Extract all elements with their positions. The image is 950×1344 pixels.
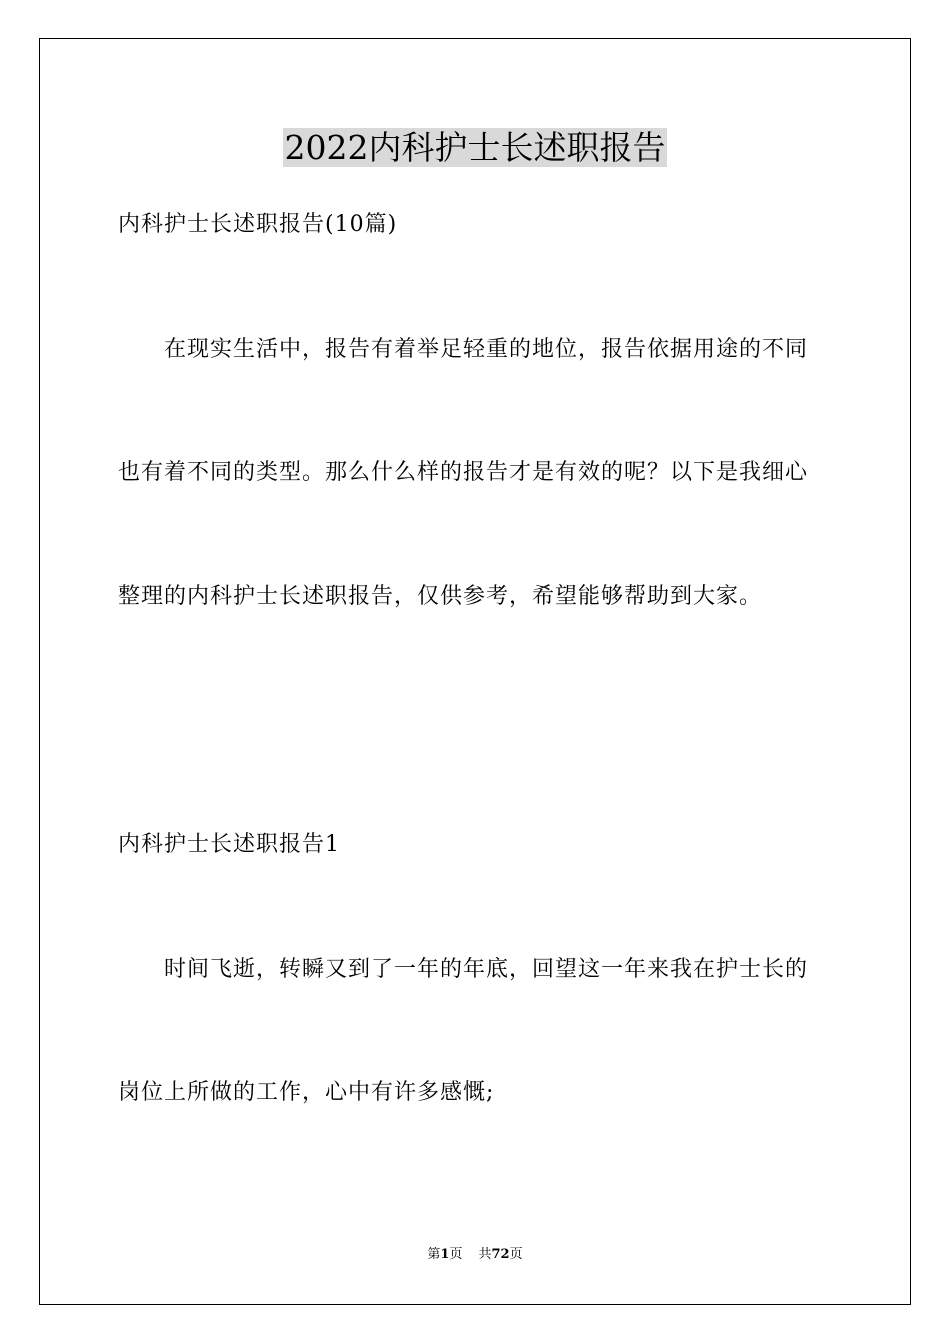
section-heading: 内科护士长述职报告1 <box>118 832 340 857</box>
document-title <box>0 128 950 168</box>
page-footer <box>0 1246 950 1264</box>
total-suffix: 页 <box>509 1247 523 1262</box>
page-prefix: 第 <box>427 1247 441 1262</box>
total-prefix: 共 <box>478 1247 492 1262</box>
document-subtitle: 内科护士长述职报告(10篇) <box>118 212 398 237</box>
intro-line-1: 在现实生活中，报告有着举足轻重的地位，报告依据用途的不同 <box>164 337 809 362</box>
section-line-1: 时间飞逝，转瞬又到了一年的年底，回望这一年来我在护士长的 <box>164 957 809 982</box>
intro-line-3: 整理的内科护士长述职报告，仅供参考，希望能够帮助到大家。 <box>118 584 763 609</box>
page-number: 1 <box>440 1247 450 1262</box>
page-suffix: 页 <box>449 1247 463 1262</box>
total-pages: 72 <box>491 1247 510 1262</box>
document-title-text: 2022内科护士长述职报告 <box>284 128 666 167</box>
section-line-2: 岗位上所做的工作，心中有许多感慨; <box>118 1080 495 1105</box>
intro-line-2: 也有着不同的类型。那么什么样的报告才是有效的呢？以下是我细心 <box>118 460 809 485</box>
